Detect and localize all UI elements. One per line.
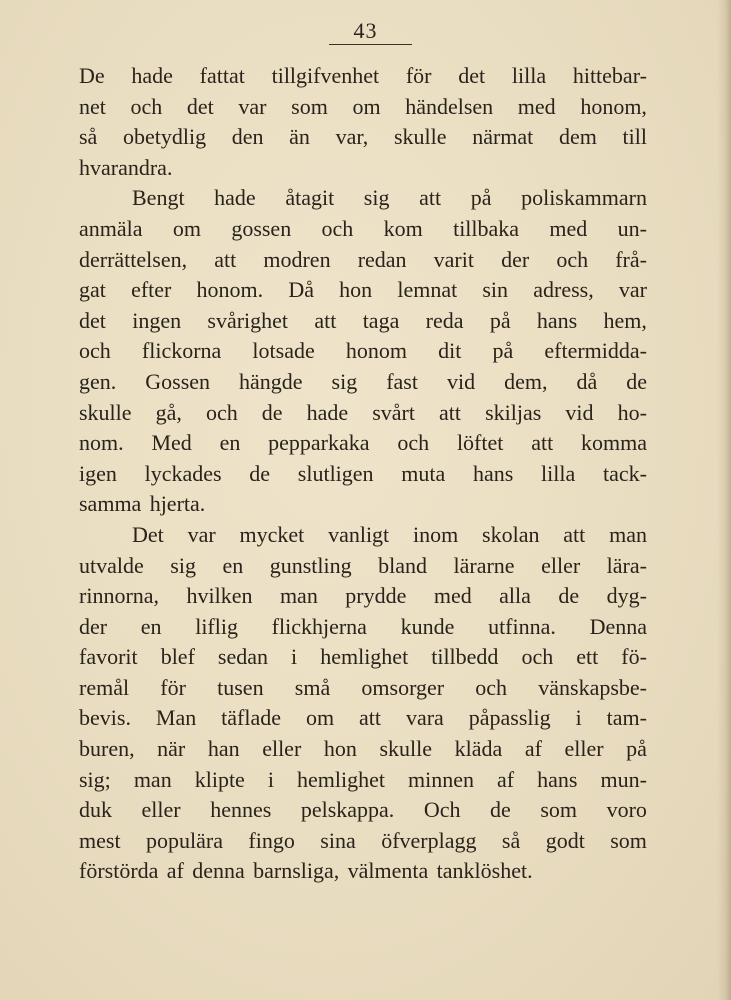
text-line: bevis. Man täflade om att vara påpasslig i tam- [79,705,647,731]
text-line: net och det var som om händelsen med honom, [79,93,647,119]
text-line: hvarandra. [79,154,173,180]
text-line: sig; man klipte i hemlighet minnen af hans mun- [79,766,647,792]
text-line: det ingen svårighet att taga reda på hans hem, [79,307,647,333]
text-line: förstörda af denna barnsliga, välmenta tanklöshet. [79,858,533,884]
text-line: igen lyckades de slutligen muta hans lilla tack- [79,460,647,486]
text-line: remål för tusen små omsorger och vänskapsbe- [79,674,647,700]
text-line: favorit blef sedan i hemlighet tillbedd och ett fö- [79,644,647,670]
body-text [79,61,647,887]
text-line: mest populära fingo sina öfverplagg så godt som [79,827,647,853]
text-line: Bengt hade åtagit sig att på poliskammarn [132,185,647,211]
text-line: buren, när han eller hon skulle kläda af eller på [79,736,647,762]
text-line: samma hjerta. [79,491,206,517]
page-number: 43 [353,18,378,43]
text-line: nom. Med en pepparkaka och löftet att komma [79,430,647,456]
text-line: der en liflig flickhjerna kunde utfinna. Denna [79,613,647,639]
text-line: De hade fattat tillgifvenhet för det lilla hittebar- [79,63,647,88]
text-line: och flickorna lotsade honom dit på eftermidda- [79,338,647,364]
text-line: rinnorna, hvilken man prydde med alla de dyg- [79,583,647,609]
text-line: gen. Gossen hängde sig fast vid dem, då de [79,368,647,394]
text-line: skulle gå, och de hade svårt att skiljas vid ho- [79,399,647,425]
text-line: Det var mycket vanligt inom skolan att man [132,521,647,547]
page-edge-shadow [717,0,731,1000]
text-line: så obetydlig den än var, skulle närmat dem till [79,124,647,150]
text-line: duk eller hennes pelskappa. Och de som voro [79,797,647,823]
text-line: utvalde sig en gunstling bland lärarne eller lära- [79,552,647,578]
text-line: anmäla om gossen och kom tillbaka med un- [79,215,647,241]
header-rule [329,44,412,45]
text-line: gat efter honom. Då hon lemnat sin adress, var [79,277,647,303]
text-line: derrättelsen, att modren redan varit der och frå- [79,246,647,272]
